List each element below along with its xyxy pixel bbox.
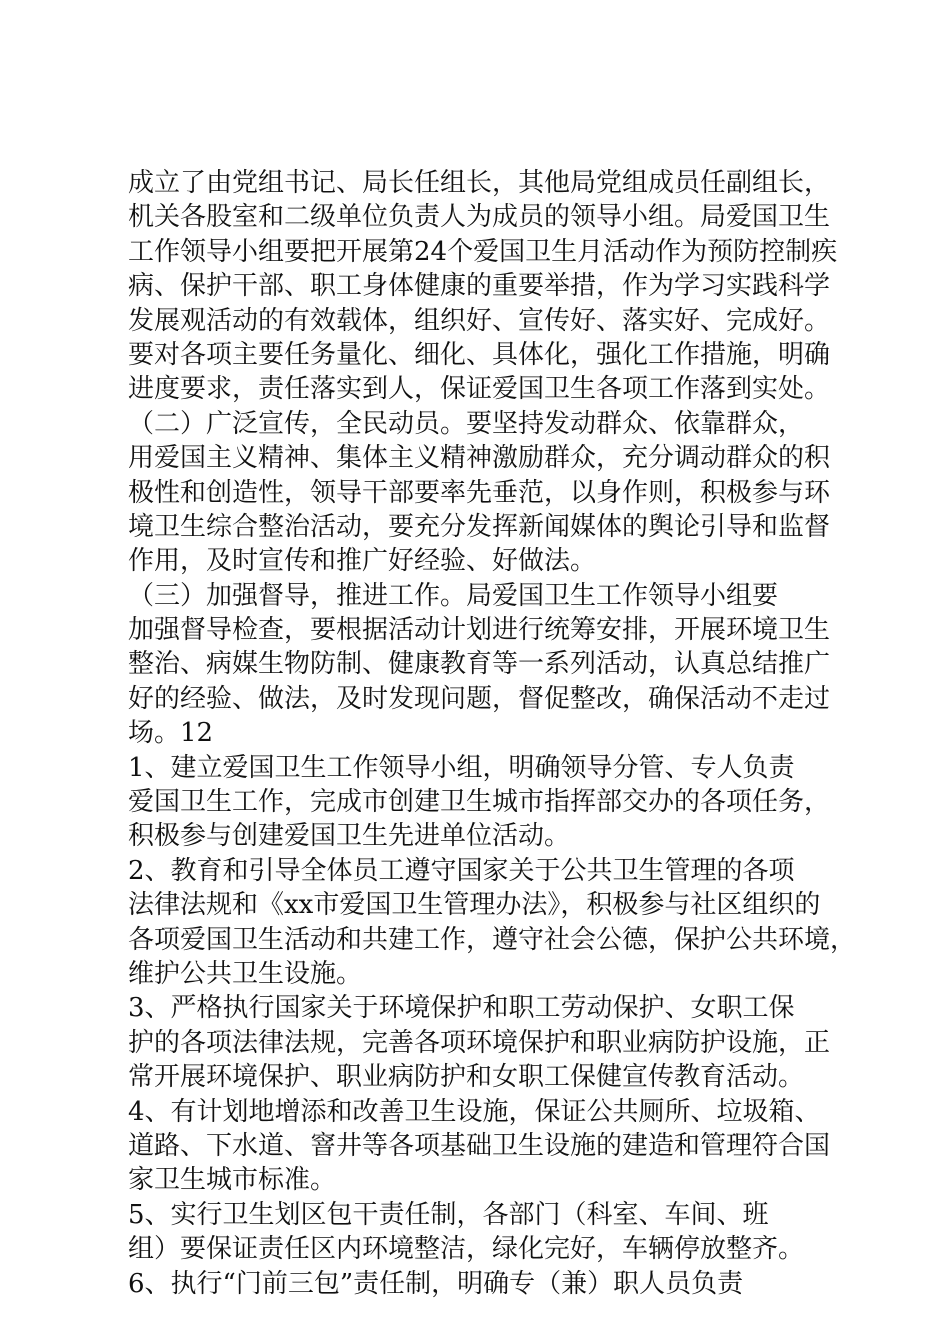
- paragraph-leadership-group: [128, 166, 858, 407]
- text-line: 进度要求，责任落实到人，保证爱国卫生各项工作落到实处。: [128, 374, 831, 405]
- text-line: 家卫生城市标准。: [128, 1165, 337, 1196]
- document-body: [128, 166, 858, 1301]
- text-line: 3、严格执行国家关于环境保护和职工劳动保护、女职工保: [128, 993, 795, 1024]
- text-line: 病、保护干部、职工身体健康的重要举措，作为学习实践科学: [128, 271, 831, 302]
- text-line: 作用，及时宣传和推广好经验、好做法。: [128, 546, 597, 577]
- text-line: 组）要保证责任区内环境整洁，绿化完好，车辆停放整齐。: [128, 1234, 805, 1265]
- text-line: 2、教育和引导全体员工遵守国家关于公共卫生管理的各项: [128, 855, 795, 886]
- text-line: 法律法规和《xx市爱国卫生管理办法》，积极参与社区组织的: [128, 890, 821, 921]
- text-line: 极性和创造性，领导干部要率先垂范，以身作则，积极参与环: [128, 477, 831, 508]
- text-line: 成立了由党组书记、局长任组长，其他局党组成员任副组长，: [128, 168, 831, 198]
- text-line: 4、有计划地增添和改善卫生设施，保证公共厕所、垃圾箱、: [128, 1096, 821, 1127]
- paragraph-section-two: [128, 407, 858, 579]
- paragraph-item-3: [128, 991, 858, 1094]
- text-line: 场。12: [128, 718, 214, 749]
- text-line: 道路、下水道、窨井等各项基础卫生设施的建造和管理符合国: [128, 1130, 831, 1161]
- paragraph-item-2: [128, 854, 858, 992]
- paragraph-section-three: [128, 579, 858, 751]
- text-line: 加强督导检查，要根据活动计划进行统筹安排，开展环境卫生: [128, 615, 831, 646]
- text-line: 护的各项法律法规，完善各项环境保护和职业病防护设施，正: [128, 1027, 831, 1058]
- text-line: 爱国卫生工作，完成市创建卫生城市指挥部交办的各项任务，: [128, 787, 831, 818]
- text-line: 常开展环境保护、职业病防护和女职工保健宣传教育活动。: [128, 1062, 805, 1093]
- text-line: （三）加强督导，推进工作。局爱国卫生工作领导小组要: [128, 580, 779, 611]
- text-line: 维护公共卫生设施。: [128, 958, 363, 989]
- text-line: 机关各股室和二级单位负责人为成员的领导小组。局爱国卫生: [128, 202, 831, 233]
- text-line: 1、建立爱国卫生工作领导小组，明确领导分管、专人负责: [128, 752, 795, 783]
- text-line: 整治、病媒生物防制、健康教育等一系列活动，认真总结推广: [128, 649, 831, 680]
- text-line: 境卫生综合整治活动，要充分发挥新闻媒体的舆论引导和监督: [128, 511, 831, 542]
- paragraph-item-4: [128, 1095, 858, 1198]
- text-line: 6、执行“门前三包”责任制，明确专（兼）职人员负责: [128, 1268, 744, 1299]
- text-line: （二）广泛宣传，全民动员。要坚持发动群众、依靠群众，: [128, 408, 805, 439]
- text-line: 要对各项主要任务量化、细化、具体化，强化工作措施，明确: [128, 339, 831, 370]
- text-line: 用爱国主义精神、集体主义精神激励群众，充分调动群众的积: [128, 443, 831, 474]
- paragraph-item-5: [128, 1198, 858, 1267]
- text-line: 积极参与创建爱国卫生先进单位活动。: [128, 821, 571, 852]
- text-line: 好的经验、做法，及时发现问题，督促整改，确保活动不走过: [128, 683, 831, 714]
- paragraph-item-6: [128, 1267, 858, 1301]
- text-line: 发展观活动的有效载体，组织好、宣传好、落实好、完成好。: [128, 305, 831, 336]
- text-line: 工作领导小组要把开展第24个爱国卫生月活动作为预防控制疾: [128, 236, 838, 267]
- text-line: 5、实行卫生划区包干责任制，各部门（科室、车间、班: [128, 1199, 769, 1230]
- paragraph-item-1: [128, 751, 858, 854]
- text-line: 各项爱国卫生活动和共建工作，遵守社会公德，保护公共环境，: [128, 924, 857, 955]
